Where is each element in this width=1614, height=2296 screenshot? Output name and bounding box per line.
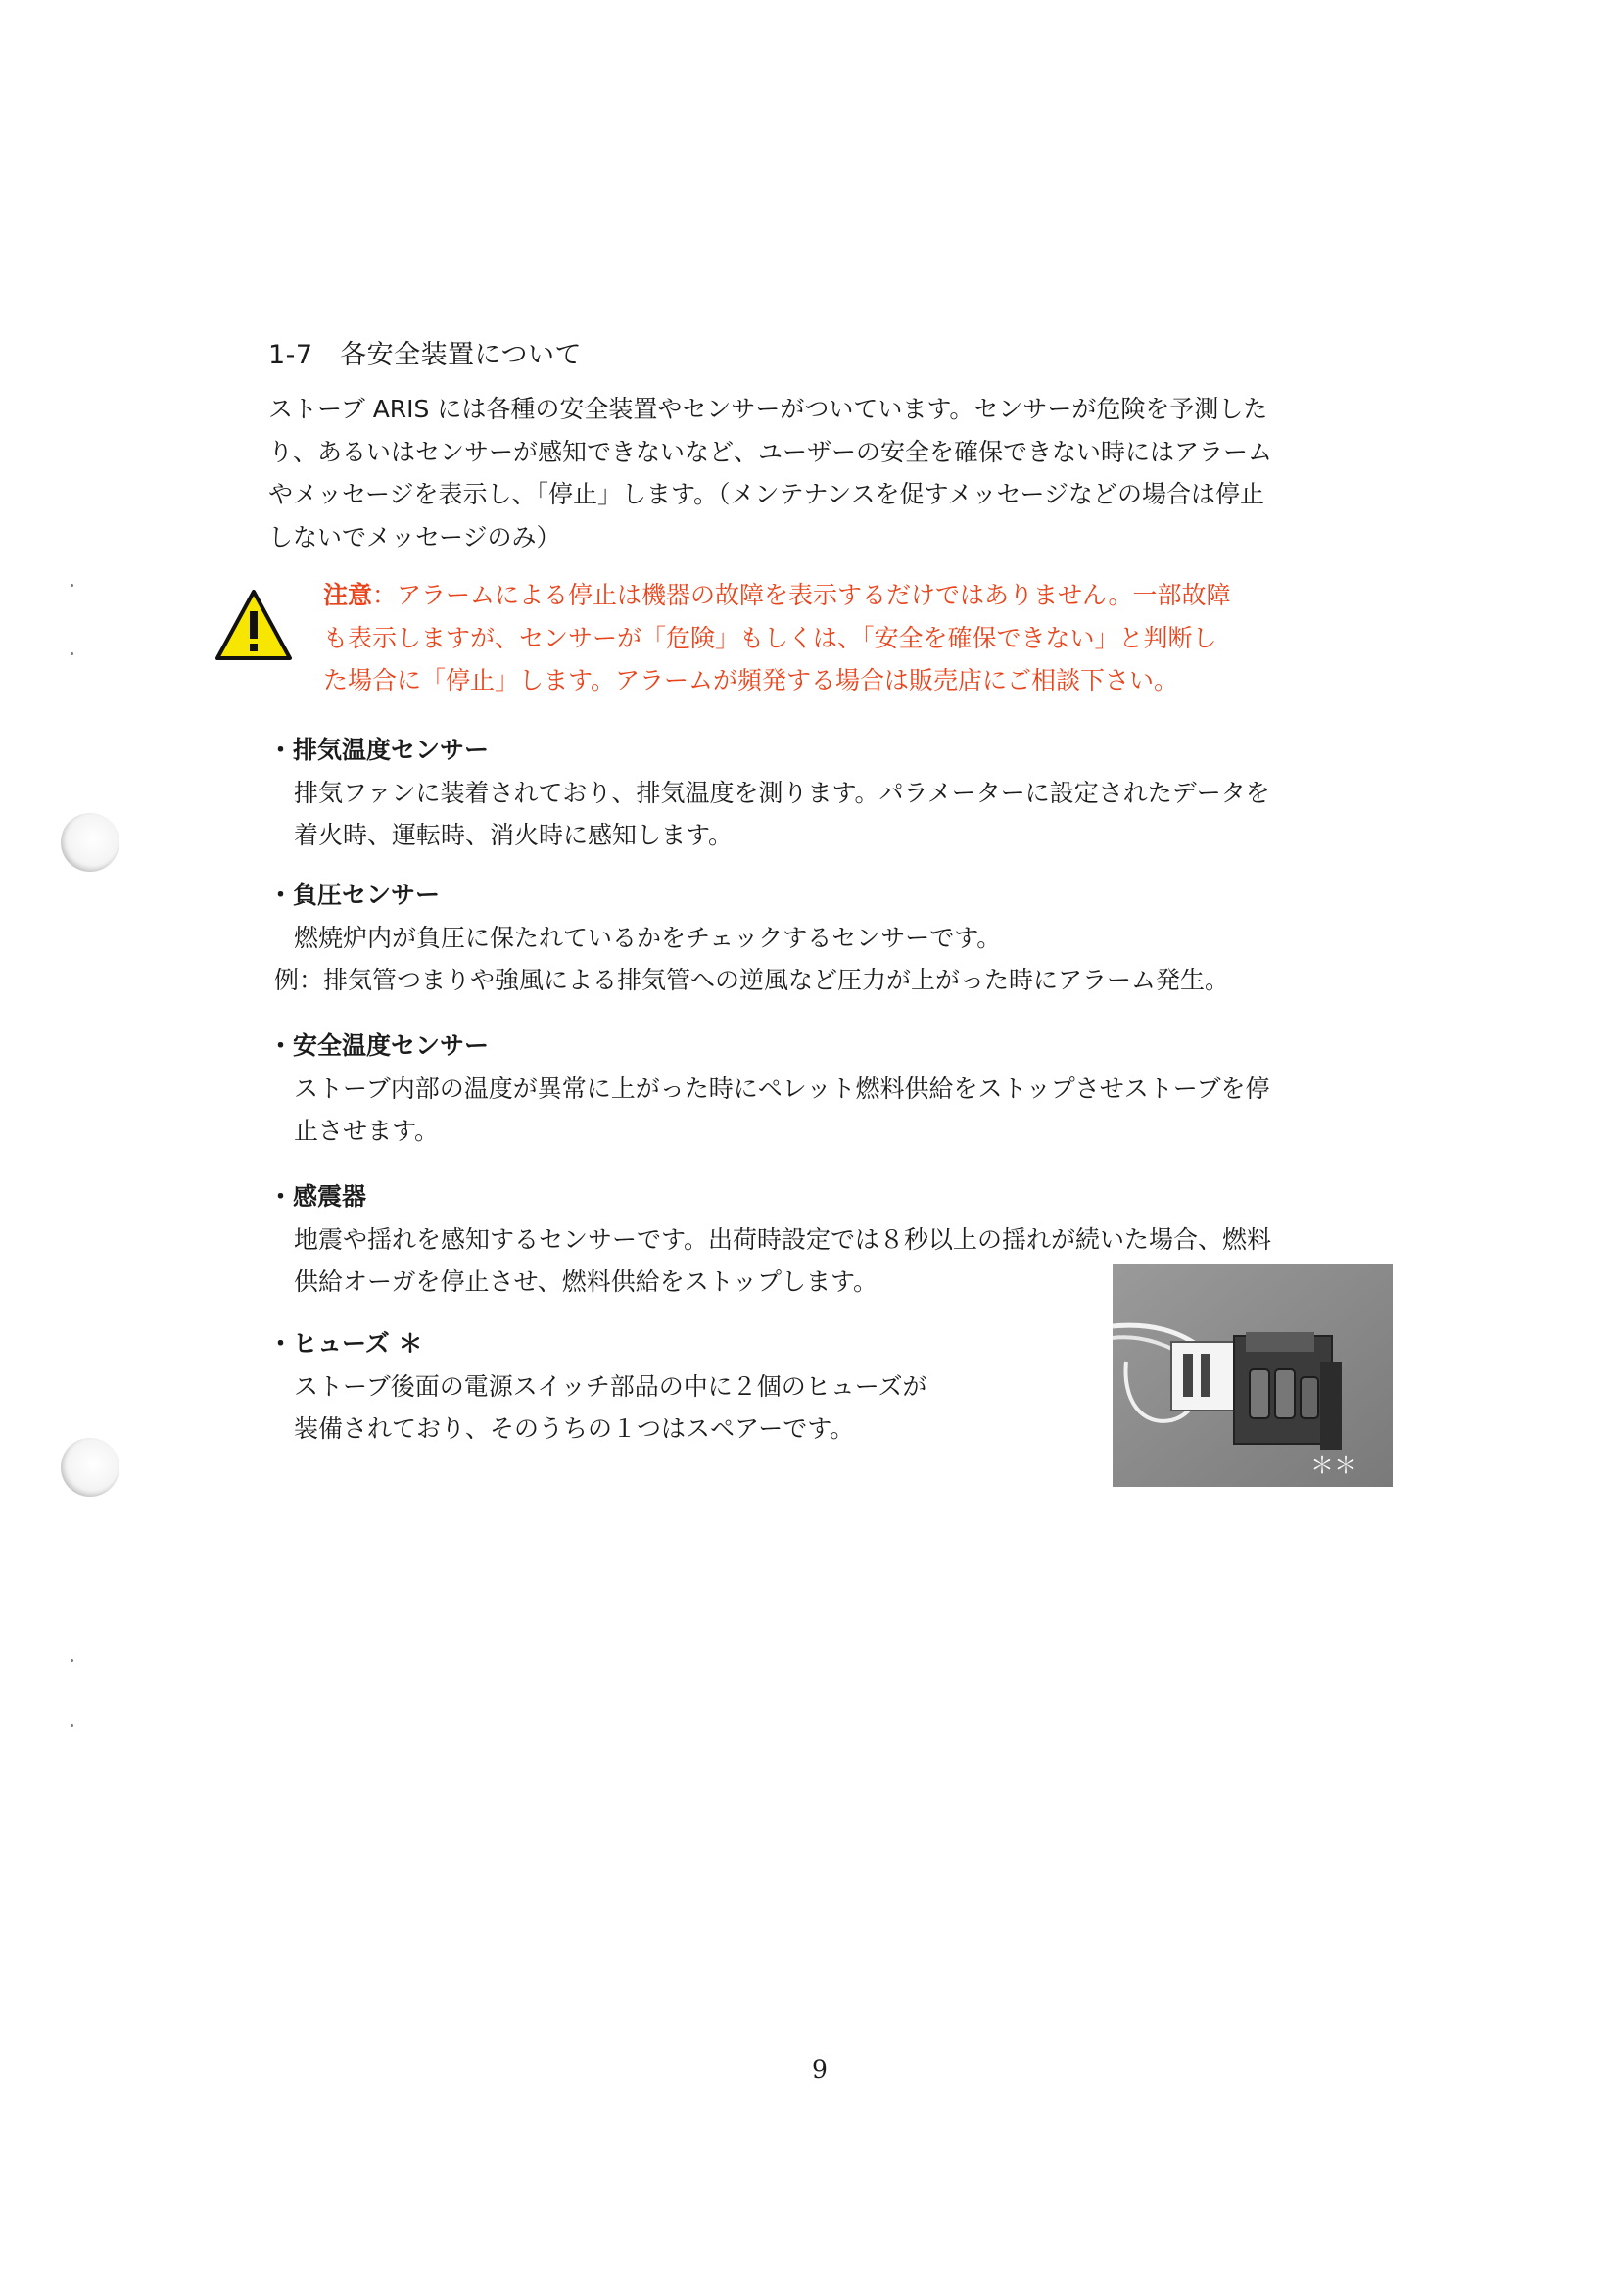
binder-hole-top <box>61 813 119 872</box>
item-body <box>294 1365 927 1451</box>
item-line: 止させます。 <box>294 1117 440 1145</box>
item-example: 例：排気管つまりや強風による排気管への逆風など圧力が上がった時にアラーム発生。 <box>274 966 1230 994</box>
intro-line: しないでメッセージのみ） <box>268 522 561 551</box>
caution-line-1: ：アラームによる停止は機器の故障を表示するだけではありません。一部故障 <box>372 581 1231 609</box>
item-fuse <box>268 1322 927 1451</box>
intro-line: ストーブ ARIS には各種の安全装置やセンサーがついています。センサーが危険を予測した <box>268 395 1268 423</box>
caution-label: 注意 <box>323 581 373 609</box>
fuse-marker: ＊＊ <box>1310 1452 1357 1479</box>
item-safety-temp-sensor <box>268 1025 1270 1153</box>
item-negative-pressure-sensor <box>268 874 1229 1002</box>
warning-triangle-icon <box>214 588 294 662</box>
item-title: ・ヒューズ ＊ <box>268 1329 423 1358</box>
caution-line <box>323 574 1231 617</box>
intro-line: り、あるいはセンサーが感知できないなど、ユーザーの安全を確保できない時にはアラーム <box>268 437 1273 466</box>
caution-line-2: も表示しますが、センサーが「危険」もしくは、「安全を確保できない」と判断し <box>323 623 1217 652</box>
item-title: ・排気温度センサー <box>268 736 490 764</box>
intro-paragraph <box>268 388 1272 558</box>
item-line: ストーブ内部の温度が異常に上がった時にペレット燃料供給をストップさせストーブを停 <box>294 1074 1270 1103</box>
page-number: 9 <box>812 2055 828 2083</box>
scan-speck <box>71 652 73 655</box>
scan-speck <box>71 584 73 587</box>
item-line: 装備されており、そのうちの１つはスペアーです。 <box>294 1414 855 1443</box>
item-line: 地震や揺れを感知するセンサーです。出荷時設定では８秒以上の揺れが続いた場合、燃料 <box>294 1224 1272 1254</box>
item-line: 排気ファンに装着されており、排気温度を測ります。パラメーターに設定されたデータを <box>294 778 1270 807</box>
item-exhaust-temp-sensor <box>268 729 1270 857</box>
item-body <box>294 772 1270 857</box>
scan-speck <box>71 1659 73 1662</box>
item-line: 着火時、運転時、消火時に感知します。 <box>294 821 734 849</box>
item-line: 燃焼炉内が負圧に保たれているかをチェックするセンサーです。 <box>294 923 1002 952</box>
intro-line: やメッセージを表示し、「停止」します。（メンテナンスを促すメッセージなどの場合は停止 <box>268 480 1265 508</box>
item-line: 供給オーガを停止させ、燃料供給をストップします。 <box>294 1268 878 1296</box>
caution-line-3: た場合に「停止」します。アラームが頻発する場合は販売店にご相談下さい。 <box>323 666 1179 694</box>
binder-hole-bottom <box>61 1438 119 1497</box>
item-body <box>274 917 1230 1002</box>
scan-speck <box>71 1724 73 1727</box>
item-title: ・負圧センサー <box>268 881 441 909</box>
fuse-switch-photo <box>1113 1264 1393 1487</box>
item-body <box>294 1068 1270 1153</box>
item-line: ストーブ後面の電源スイッチ部品の中に２個のヒューズが <box>294 1371 927 1401</box>
item-title: ・感震器 <box>268 1182 367 1211</box>
item-title: ・安全温度センサー <box>268 1031 490 1060</box>
caution-note <box>323 574 1231 702</box>
section-title: 1-7 各安全装置について <box>268 340 583 370</box>
